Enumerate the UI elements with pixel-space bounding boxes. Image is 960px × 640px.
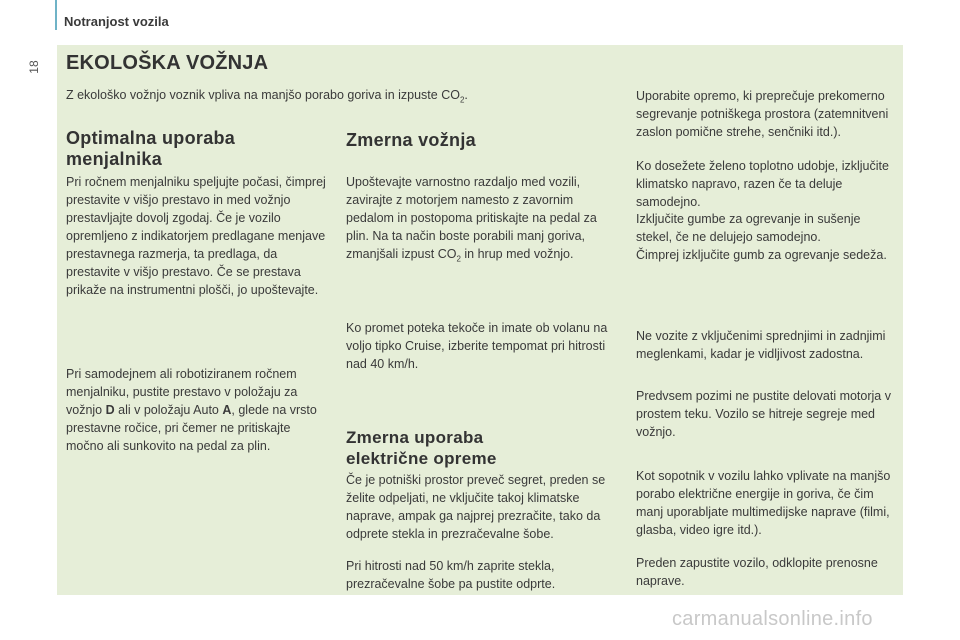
p1-subscript: 2	[456, 254, 461, 264]
heading-electrical-equipment: Zmerna uporaba električne opreme	[346, 428, 497, 468]
paragraph-idling: Predvsem pozimi ne pustite delovati motorja v prostem teku. Vozilo se hitreje segreje med vožnjo.	[636, 389, 891, 439]
page-title: EKOLOŠKA VOŽNJA	[66, 52, 269, 74]
paragraph-portable-devices: Preden zapustite vozilo, odklopite prenosne naprave.	[636, 556, 878, 588]
paragraph-ventilation: Če je potniški prostor preveč segret, preden se želite odpeljati, ne vključite takoj klimatske naprave, ampak ga najprej prezračite, tako da odprete stekla in prezračevalne šobe.	[346, 473, 606, 541]
p1-b: in hrup med vožnjo.	[460, 247, 574, 261]
paragraph-windows: Pri hitrosti nad 50 km/h zaprite stekla, prezračevalne šobe pa pustite odprte.	[346, 559, 556, 591]
paragraph-automatic-gearbox	[66, 365, 328, 455]
paragraph-defrost: Izključite gumbe za ogrevanje in sušenje stekel, če ne delujejo samodejno.	[636, 212, 861, 244]
paragraph-multimedia: Kot sopotnik v vozilu lahko vplivate na manjšo porabo električne energije in goriva, če čim manj uporabljate multimedijske naprave (filmi, glasba, video igre itd.).	[636, 469, 891, 537]
accent-bar	[55, 0, 57, 30]
heading-gearbox: Optimalna uporaba menjalnika	[66, 128, 236, 169]
heading-moderate-driving: Zmerna vožnja	[346, 130, 476, 150]
paragraph-fog-lamps: Ne vozite z vključenimi sprednjimi in zadnjimi meglenkami, kadar je vidljivost zadostna.	[636, 329, 886, 361]
intro-end: .	[464, 88, 468, 102]
p2-d: A	[222, 403, 232, 417]
paragraph-manual-gearbox: Pri ročnem menjalniku speljujte počasi, čimprej prestavite v višjo prestavo in med vožnjo prestavljajte dovolj zgodaj. Če je vozilo opremljeno z indikatorjem predlagane menjave prestavnega razmerja, ta predlaga, da prestavite v višjo prestavo. Če se prestava prikaže na instrumentni plošči, jo upoštevajte.	[66, 175, 326, 297]
paragraph-sunshade: Uporabite opremo, ki preprečuje prekomerno segrevanje potniškega prostora (zatemnitveni zaslon pomične strehe, senčniki itd.).	[636, 89, 889, 139]
p2-c: ali v položaju Auto	[114, 403, 223, 417]
p2-a: Pri samodejnem ali robotiziranem ročnem menjalniku, pustite prestavo v položaju za vožnjo	[66, 367, 298, 417]
paragraph-cruise-control: Ko promet poteka tekoče in imate ob volanu na voljo tipko Cruise, izberite tempomat pri hitrosti nad 40 km/h.	[346, 321, 608, 371]
paragraph-air-conditioning: Ko dosežete želeno toplotno udobje, izključite klimatsko napravo, razen če ta deluje samodejno.	[636, 159, 889, 209]
p1-a: Upoštevajte varnostno razdaljo med vozili, zavirajte z motorjem namesto z zavornim pedalom in postopoma pritiskajte na pedal za plin. Na ta način boste porabili manj goriva, zmanjšali izpust CO	[346, 175, 597, 261]
page-number: 18	[27, 60, 41, 74]
intro-subscript: 2	[459, 95, 465, 105]
running-header: Notranjost vozila	[64, 14, 169, 29]
p2-e: , glede na vrsto prestavne ročice, pri čemer ne pritiskajte močno ali sunkovito na pedal za plin.	[66, 403, 317, 453]
p2-b: D	[105, 403, 115, 417]
watermark: carmanualsonline.info	[672, 608, 873, 630]
paragraph-seat-heating: Čimprej izključite gumb za ogrevanje sedeža.	[636, 248, 887, 262]
intro-text	[66, 88, 468, 105]
intro-text-main: Z ekološko vožnjo voznik vpliva na manjšo porabo goriva in izpuste CO	[66, 88, 460, 102]
paragraph-safe-distance	[346, 173, 608, 269]
